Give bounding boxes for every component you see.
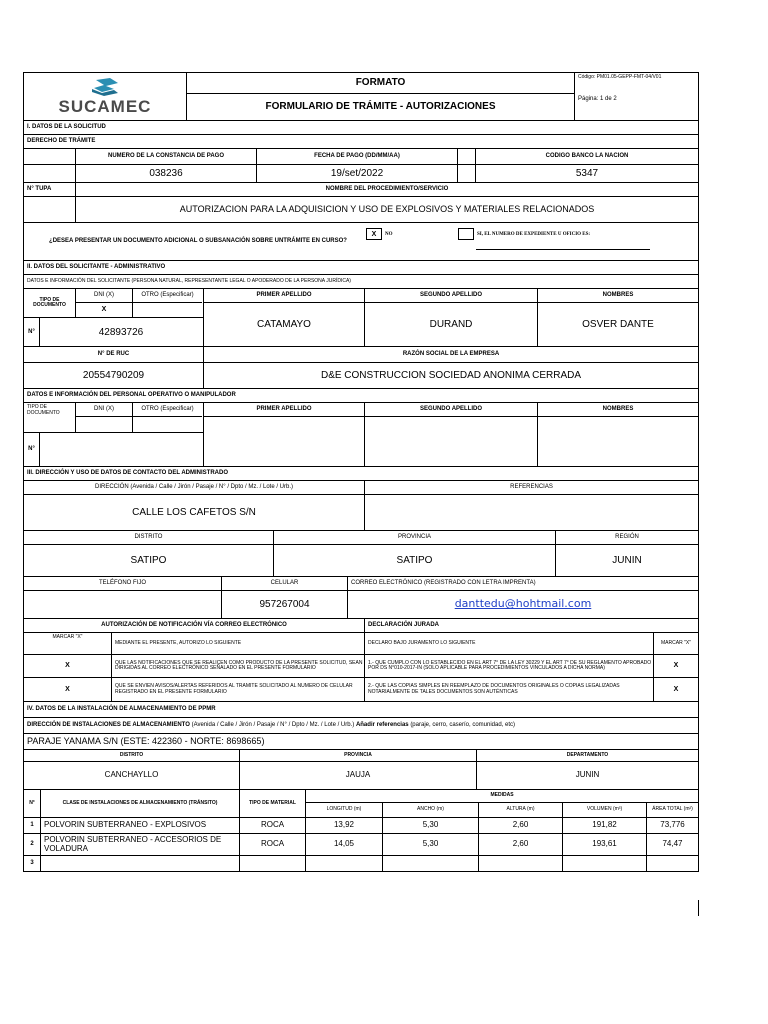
- otro2-label: OTRO (Especificar): [133, 403, 202, 417]
- correo-header: CORREO ELECTRÓNICO (REGISTRADO CON LETRA IMPRENTA): [351, 580, 536, 587]
- decl-intro: DECLARO BAJO JURAMENTO LO SIGUIENTE: [365, 633, 654, 654]
- sucamec-logo: [24, 73, 187, 120]
- inst-departamento-value[interactable]: JUNIN: [575, 770, 600, 780]
- otro-label: OTRO (Especificar): [133, 289, 202, 303]
- notif-intro: MEDIANTE EL PRESENTE, AUTORIZO LO SIGUIENTE: [112, 633, 365, 654]
- clase-col-header: CLASE DE INSTALACIONES DE ALMACENAMIENTO (TRÁNSITO): [41, 790, 240, 817]
- formato-label: FORMATO: [187, 73, 574, 94]
- apellido1-2-value[interactable]: [204, 417, 364, 466]
- n2-label: N°: [24, 433, 40, 466]
- row-number: 3: [24, 856, 41, 871]
- section-2-subtitle: DATOS E INFORMACIÓN DEL SOLICITANTE (PERSONA NATURAL, REPRESENTANTE LEGAL O APODERADO DE LA PERSONA JURÍDICA): [27, 277, 351, 284]
- instalacion-dir-ref-hint: (paraje, cerro, caserío, comunidad, etc): [410, 722, 516, 729]
- distrito-header: DISTRITO: [24, 531, 274, 544]
- referencias-header: REFERENCIAS: [510, 484, 553, 491]
- altura-cell[interactable]: 2,60: [479, 834, 563, 855]
- razon-social-value[interactable]: D&E CONSTRUCCION SOCIEDAD ANONIMA CERRADA: [320, 370, 582, 381]
- longitud-cell[interactable]: [306, 856, 383, 871]
- banco-value[interactable]: 5347: [575, 168, 599, 179]
- area-header: ÁREA TOTAL (m²): [652, 806, 693, 813]
- area-cell[interactable]: 74,47: [662, 839, 683, 849]
- row-number: 2: [24, 834, 41, 855]
- apellido1-2-header: PRIMER APELLIDO: [204, 403, 364, 417]
- area-cell[interactable]: 73,776: [660, 820, 685, 830]
- tipo-doc2-label: TIPO DE DOCUMENTO: [24, 403, 76, 432]
- section-2-title: II. DATOS DEL SOLICITANTE - ADMINISTRATIVO: [27, 264, 166, 271]
- volumen-cell[interactable]: 191,82: [563, 818, 647, 833]
- dni2-mark[interactable]: [76, 417, 132, 432]
- altura-header: ALTURA (m): [479, 803, 563, 817]
- nombres2-header: NOMBRES: [538, 403, 698, 417]
- apellido2-header: SEGUNDO APELLIDO: [365, 289, 537, 303]
- medidas-header: MEDIDAS: [306, 790, 698, 803]
- tipo-doc-label: TIPO DE DOCUMENTO: [24, 289, 76, 317]
- ancho-cell[interactable]: 5,30: [383, 818, 479, 833]
- form-header: [23, 72, 699, 121]
- notificacion-header: AUTORIZACIÓN DE NOTIFICACIÓN VÍA CORREO ELECTRÓNICO: [24, 619, 365, 632]
- decl2-text: 2.- QUE LAS COPIAS SIMPLES EN REEMPLAZO DE DOCUMENTOS ORIGINALES O COPIAS LEGALIZADAS NOTARIALMENTE DE TALES DOCUMENTOS SON AUTÉNTICAS: [365, 678, 654, 701]
- otro-mark[interactable]: [133, 303, 202, 317]
- volumen-cell[interactable]: [563, 856, 647, 871]
- otro2-mark[interactable]: [133, 417, 202, 432]
- apellido2-value[interactable]: DURAND: [429, 319, 473, 330]
- longitud-cell[interactable]: 13,92: [306, 818, 383, 833]
- notif2-text: QUE SE ENVIEN AVISOS/ALERTAS REFERIDOS AL TRAMITE SOLICITADO AL NUMERO DE CELULAR REGISTRADO EN EL PRESENTE FORMULARIO: [112, 678, 365, 701]
- personal-title: DATOS E INFORMACIÓN DEL PERSONAL OPERATIVO O MANIPULADOR: [27, 392, 236, 399]
- marcar-notif-label: MARCAR "X": [24, 633, 112, 654]
- provincia-header: PROVINCIA: [274, 531, 556, 544]
- fecha-pago-header: FECHA DE PAGO (DD/MM/AA): [257, 149, 458, 164]
- celular-value[interactable]: 957267004: [222, 591, 348, 618]
- decl1-text: 1.- QUE CUMPLO CON LO ESTABLECIDO EN EL ART 7° DE LA LEY 30229 Y EL ART 7° DE SU REGLAMENTO APROBADO POR DS N°010-2017-IN (SOLO APLICABLE PARA PROCEDIMIENTOS VINCULADOS A DICHA NORMA): [365, 655, 654, 677]
- inst-distrito-header: DISTRITO: [24, 750, 240, 761]
- direccion-value[interactable]: CALLE LOS CAFETOS S/N: [24, 495, 365, 530]
- altura-cell[interactable]: 2,60: [479, 818, 563, 833]
- notif1-text: QUE LAS NOTIFICACIONES QUE SE REALICEN COMO PRODUCTO DE LA PRESENTE SOLICITUD, SEAN DIRIGIDAS AL CORREO ELECTRÓNICO SEÑALADO EN EL PRESENTE FORMULARIO: [112, 655, 365, 677]
- table-row: [23, 818, 699, 834]
- decl2-mark[interactable]: X: [673, 685, 679, 693]
- area-cell[interactable]: [647, 856, 698, 871]
- tipo-cell[interactable]: ROCA: [240, 834, 306, 855]
- apellido2-2-header: SEGUNDO APELLIDO: [365, 403, 537, 417]
- apellido1-value[interactable]: CATAMAYO: [257, 319, 311, 330]
- nombres2-value[interactable]: [538, 417, 698, 466]
- table-row: [23, 856, 699, 872]
- instalacion-dir-header: [24, 718, 698, 733]
- ancho-cell[interactable]: [383, 856, 479, 871]
- tupa-value[interactable]: [24, 197, 76, 222]
- telefono-value[interactable]: [24, 591, 222, 618]
- inst-distrito-value[interactable]: CANCHAYLLO: [24, 762, 240, 789]
- dni-number[interactable]: 42893726: [98, 326, 144, 338]
- procedimiento-header: NOMBRE DEL PROCEDIMIENTO/SERVICIO: [325, 186, 449, 193]
- table-row: [23, 834, 699, 856]
- page-number: Página: 1 de 2: [578, 95, 617, 102]
- volumen-cell[interactable]: 193,61: [563, 834, 647, 855]
- ruc-value[interactable]: 20554790209: [24, 363, 204, 388]
- si-label: SI, EL NUMERO DE EXPEDIENTE U OFICIO ES:: [477, 231, 591, 237]
- section-3-title: III. DIRECCIÓN Y USO DE DATOS DE CONTACTO DEL ADMINISTRADO: [27, 470, 229, 477]
- dni-mark[interactable]: X: [101, 306, 107, 314]
- subsanacion-row: [23, 223, 699, 261]
- expediente-field[interactable]: [476, 249, 650, 250]
- nombres-value[interactable]: OSVER DANTE: [582, 319, 654, 330]
- altura-cell[interactable]: [479, 856, 563, 871]
- ancho-header: ANCHO (m): [383, 803, 479, 817]
- tipo-col-header: TIPO DE MATERIAL: [240, 790, 306, 817]
- tramite-form: [23, 72, 699, 872]
- n-label: N°: [24, 318, 40, 346]
- procedimiento-value[interactable]: AUTORIZACION PARA LA ADQUISICION Y USO DE EXPLOSIVOS Y MATERIALES RELACIONADOS: [179, 203, 595, 214]
- section-4-title: IV. DATOS DE LA INSTALACIÓN DE ALMACENAMIENTO DE PPMR: [27, 706, 216, 713]
- ruc-header: N° DE RUC: [24, 347, 204, 362]
- sucamec-logo-icon: [88, 77, 122, 97]
- clase-cell[interactable]: [41, 856, 240, 871]
- banco-header: CODIGO BANCO LA NACION: [545, 153, 629, 160]
- no-label: NO: [385, 231, 393, 237]
- form-code: Código: PM01.05-GEPP-FMT-04/V01: [578, 74, 662, 80]
- razon-social-header: RAZÓN SOCIAL DE LA EMPRESA: [402, 351, 500, 358]
- tipo-cell[interactable]: [240, 856, 306, 871]
- constancia-value[interactable]: 038236: [76, 165, 257, 182]
- direccion-header: DIRECCIÓN (Avenida / Calle / Jirón / Pasaje / N° / Dpto / Mz. / Lote / Urb.): [24, 481, 365, 494]
- form-edge-line: [698, 900, 699, 916]
- celular-header: CELULAR: [222, 577, 348, 590]
- form-title: FORMULARIO DE TRÁMITE - AUTORIZACIONES: [265, 101, 496, 113]
- derecho-tramite-label: DERECHO DE TRÁMITE: [27, 138, 96, 145]
- checkbox-no[interactable]: X: [366, 228, 382, 240]
- instalacion-dir-ref: Añadir referencias: [355, 722, 409, 729]
- longitud-cell[interactable]: 14,05: [306, 834, 383, 855]
- constancia-header: NUMERO DE LA CONSTANCIA DE PAGO: [76, 149, 257, 164]
- dni2-number[interactable]: [40, 433, 202, 466]
- inst-provincia-value[interactable]: JAUJA: [240, 762, 477, 789]
- tupa-header: N° TUPA: [24, 183, 76, 196]
- instalacion-dir-label: DIRECCIÓN DE INSTALACIONES DE ALMACENAMIENTO: [27, 722, 190, 729]
- notif2-mark[interactable]: X: [24, 678, 112, 701]
- distrito-value[interactable]: SATIPO: [24, 545, 274, 576]
- instalacion-dir-value[interactable]: PARAJE YANAMA S/N (ESTE: 422360 - NORTE: 8698665): [27, 735, 265, 746]
- correo-value[interactable]: danttedu@hohtmail.com: [454, 597, 592, 611]
- fecha-pago-value[interactable]: 19/set/2022: [257, 165, 458, 182]
- medidas-header-row: [23, 790, 699, 818]
- clase-cell[interactable]: POLVORIN SUBTERRANEO - ACCESORIOS DE VOLADURA: [41, 834, 240, 855]
- telefono-header: TELÉFONO FIJO: [24, 577, 222, 590]
- ancho-cell[interactable]: 5,30: [383, 834, 479, 855]
- n-col-header: N°: [24, 790, 41, 817]
- dni2-label: DNI (X): [76, 403, 132, 417]
- longitud-header: LONGITUD (m): [306, 803, 383, 817]
- declaracion-header: DECLARACIÓN JURADA: [368, 622, 440, 629]
- provincia-value[interactable]: SATIPO: [274, 545, 556, 576]
- clase-cell[interactable]: POLVORIN SUBTERRANEO - EXPLOSIVOS: [41, 818, 240, 833]
- inst-departamento-header: DEPARTAMENTO: [566, 751, 609, 758]
- decl1-mark[interactable]: X: [673, 662, 679, 670]
- row-number: 1: [24, 818, 41, 833]
- notif1-mark[interactable]: X: [24, 655, 112, 677]
- apellido2-2-value[interactable]: [365, 417, 537, 466]
- section-1-title: I. DATOS DE LA SOLICITUD: [27, 124, 106, 131]
- volumen-header: VOLUMEN (m³): [563, 803, 647, 817]
- instalacion-dir-hint: (Avenida / Calle / Jirón / Pasaje / N° / Dpto / Mz. / Lote / Urb.): [191, 722, 355, 729]
- apellido1-header: PRIMER APELLIDO: [204, 289, 364, 303]
- referencias-value[interactable]: [365, 495, 698, 530]
- subsanacion-question: ¿DESEA PRESENTAR UN DOCUMENTO ADICIONAL O SUBSANACIÓN SOBRE UNTRÁMITE EN CURSO?: [49, 238, 347, 245]
- marcar-decl-label: MARCAR "X": [661, 639, 691, 646]
- tipo-cell[interactable]: ROCA: [240, 818, 306, 833]
- region-header: REGIÓN: [615, 534, 639, 541]
- dni-label: DNI (X): [76, 289, 132, 303]
- inst-provincia-header: PROVINCIA: [240, 750, 477, 761]
- logo-text: SUCAMEC: [58, 96, 152, 116]
- nombres-header: NOMBRES: [538, 289, 698, 303]
- checkbox-si[interactable]: [458, 228, 474, 240]
- region-value[interactable]: JUNIN: [612, 555, 642, 566]
